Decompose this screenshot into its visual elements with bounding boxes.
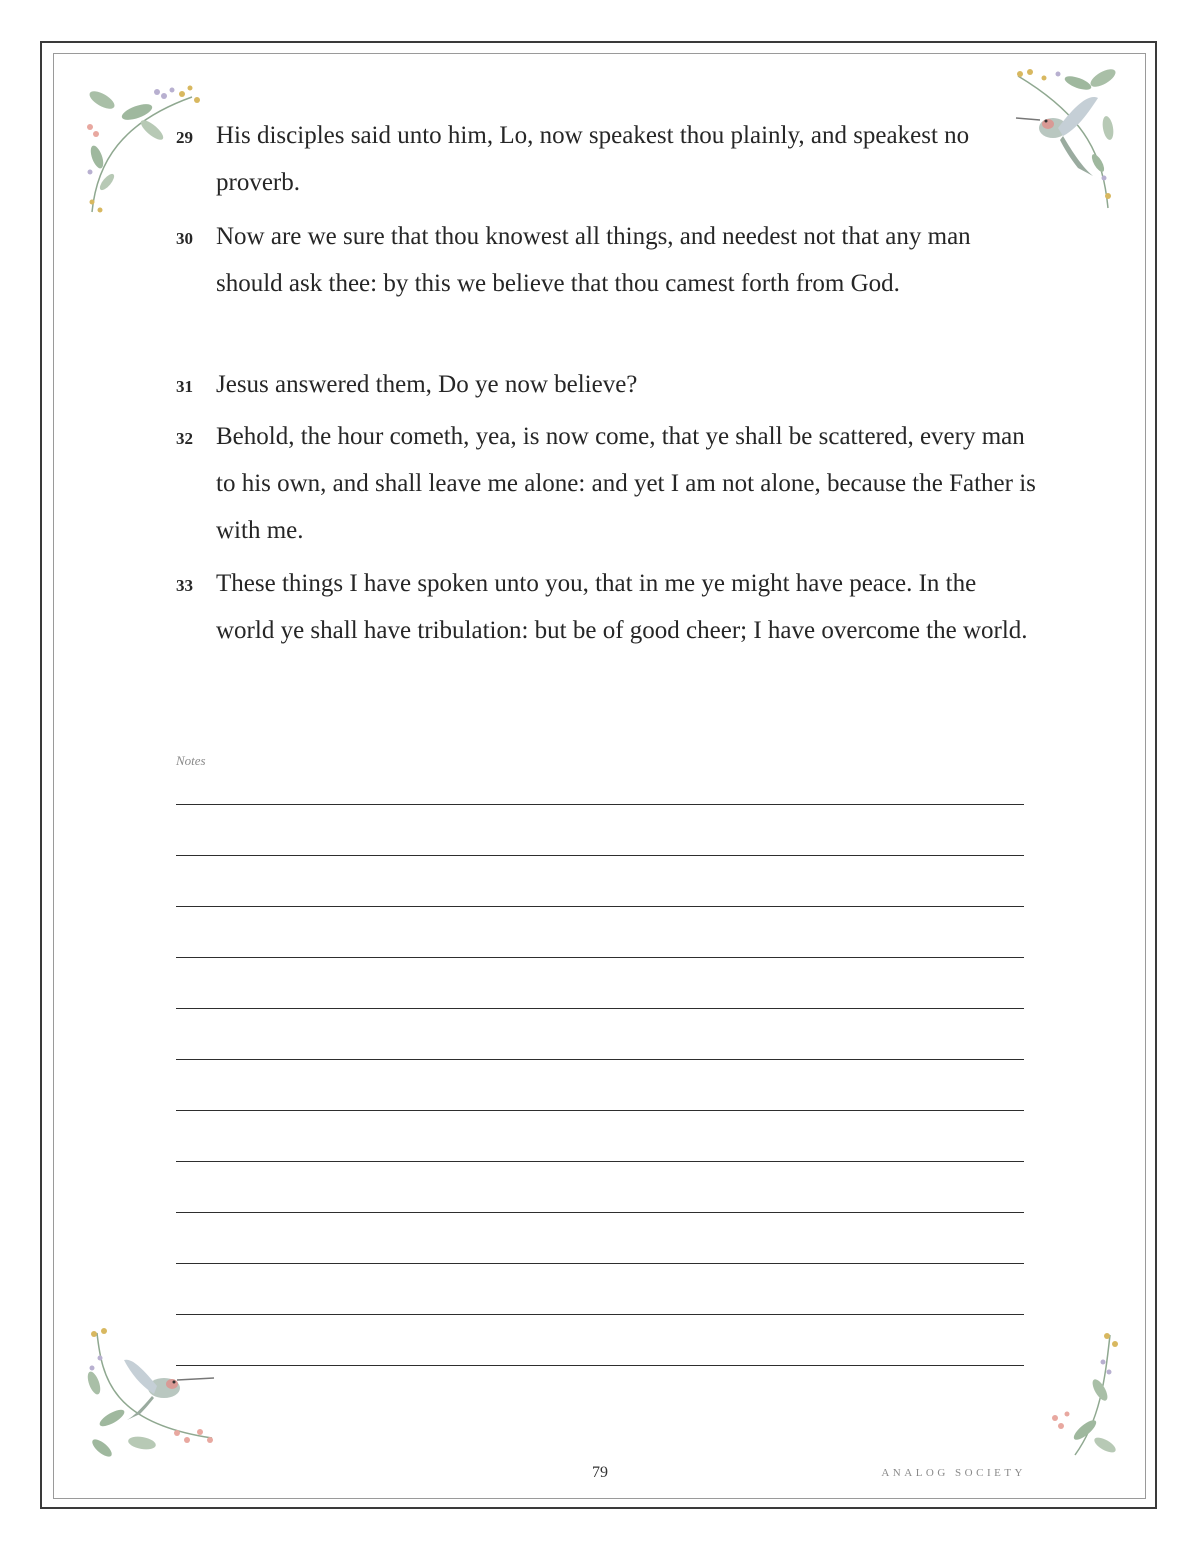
note-line[interactable] bbox=[176, 1110, 1024, 1111]
verse-32 bbox=[176, 413, 1036, 554]
verse-30 bbox=[176, 213, 1036, 307]
verse-text: These things I have spoken unto you, that in me ye might have peace. In the world ye shall have tribulation: but be of good cheer; I have overcome the world. bbox=[216, 570, 1028, 644]
note-line[interactable] bbox=[176, 1365, 1024, 1366]
verse-31 bbox=[176, 361, 1036, 408]
verse-33 bbox=[176, 560, 1036, 654]
note-line[interactable] bbox=[176, 1263, 1024, 1264]
verse-text: Jesus answered them, Do ye now believe? bbox=[216, 371, 638, 398]
note-line[interactable] bbox=[176, 1314, 1024, 1315]
note-line[interactable] bbox=[176, 855, 1024, 856]
note-line[interactable] bbox=[176, 957, 1024, 958]
note-line[interactable] bbox=[176, 906, 1024, 907]
note-line[interactable] bbox=[176, 1059, 1024, 1060]
verse-29 bbox=[176, 112, 1036, 206]
verse-number: 29 bbox=[176, 128, 193, 147]
notes-label: Notes bbox=[176, 753, 206, 768]
verse-text: Now are we sure that thou knowest all things, and needest not that any man should ask thee: by this we believe that thou camest forth from God. bbox=[216, 223, 971, 297]
brand-name: ANALOG SOCIETY bbox=[881, 1467, 1026, 1479]
verse-number: 33 bbox=[176, 576, 193, 595]
note-line[interactable] bbox=[176, 1212, 1024, 1213]
note-line[interactable] bbox=[176, 1161, 1024, 1162]
verse-number: 32 bbox=[176, 429, 193, 448]
page-number: 79 bbox=[592, 1464, 608, 1481]
verse-text: Behold, the hour cometh, yea, is now come, that ye shall be scattered, every man to his own, and shall leave me alone: and yet I am not alone, because the Father is with me. bbox=[216, 423, 1036, 544]
verse-number: 31 bbox=[176, 377, 193, 396]
floral-corner-bottom-right bbox=[1045, 1330, 1123, 1460]
note-line[interactable] bbox=[176, 1008, 1024, 1009]
hummingbird-icon bbox=[124, 1360, 214, 1420]
verse-text: His disciples said unto him, Lo, now speakest thou plainly, and speakest no proverb. bbox=[216, 122, 970, 196]
hummingbird-corner-bottom-left bbox=[82, 1328, 222, 1460]
verse-number: 30 bbox=[176, 229, 193, 248]
note-line[interactable] bbox=[176, 804, 1024, 805]
